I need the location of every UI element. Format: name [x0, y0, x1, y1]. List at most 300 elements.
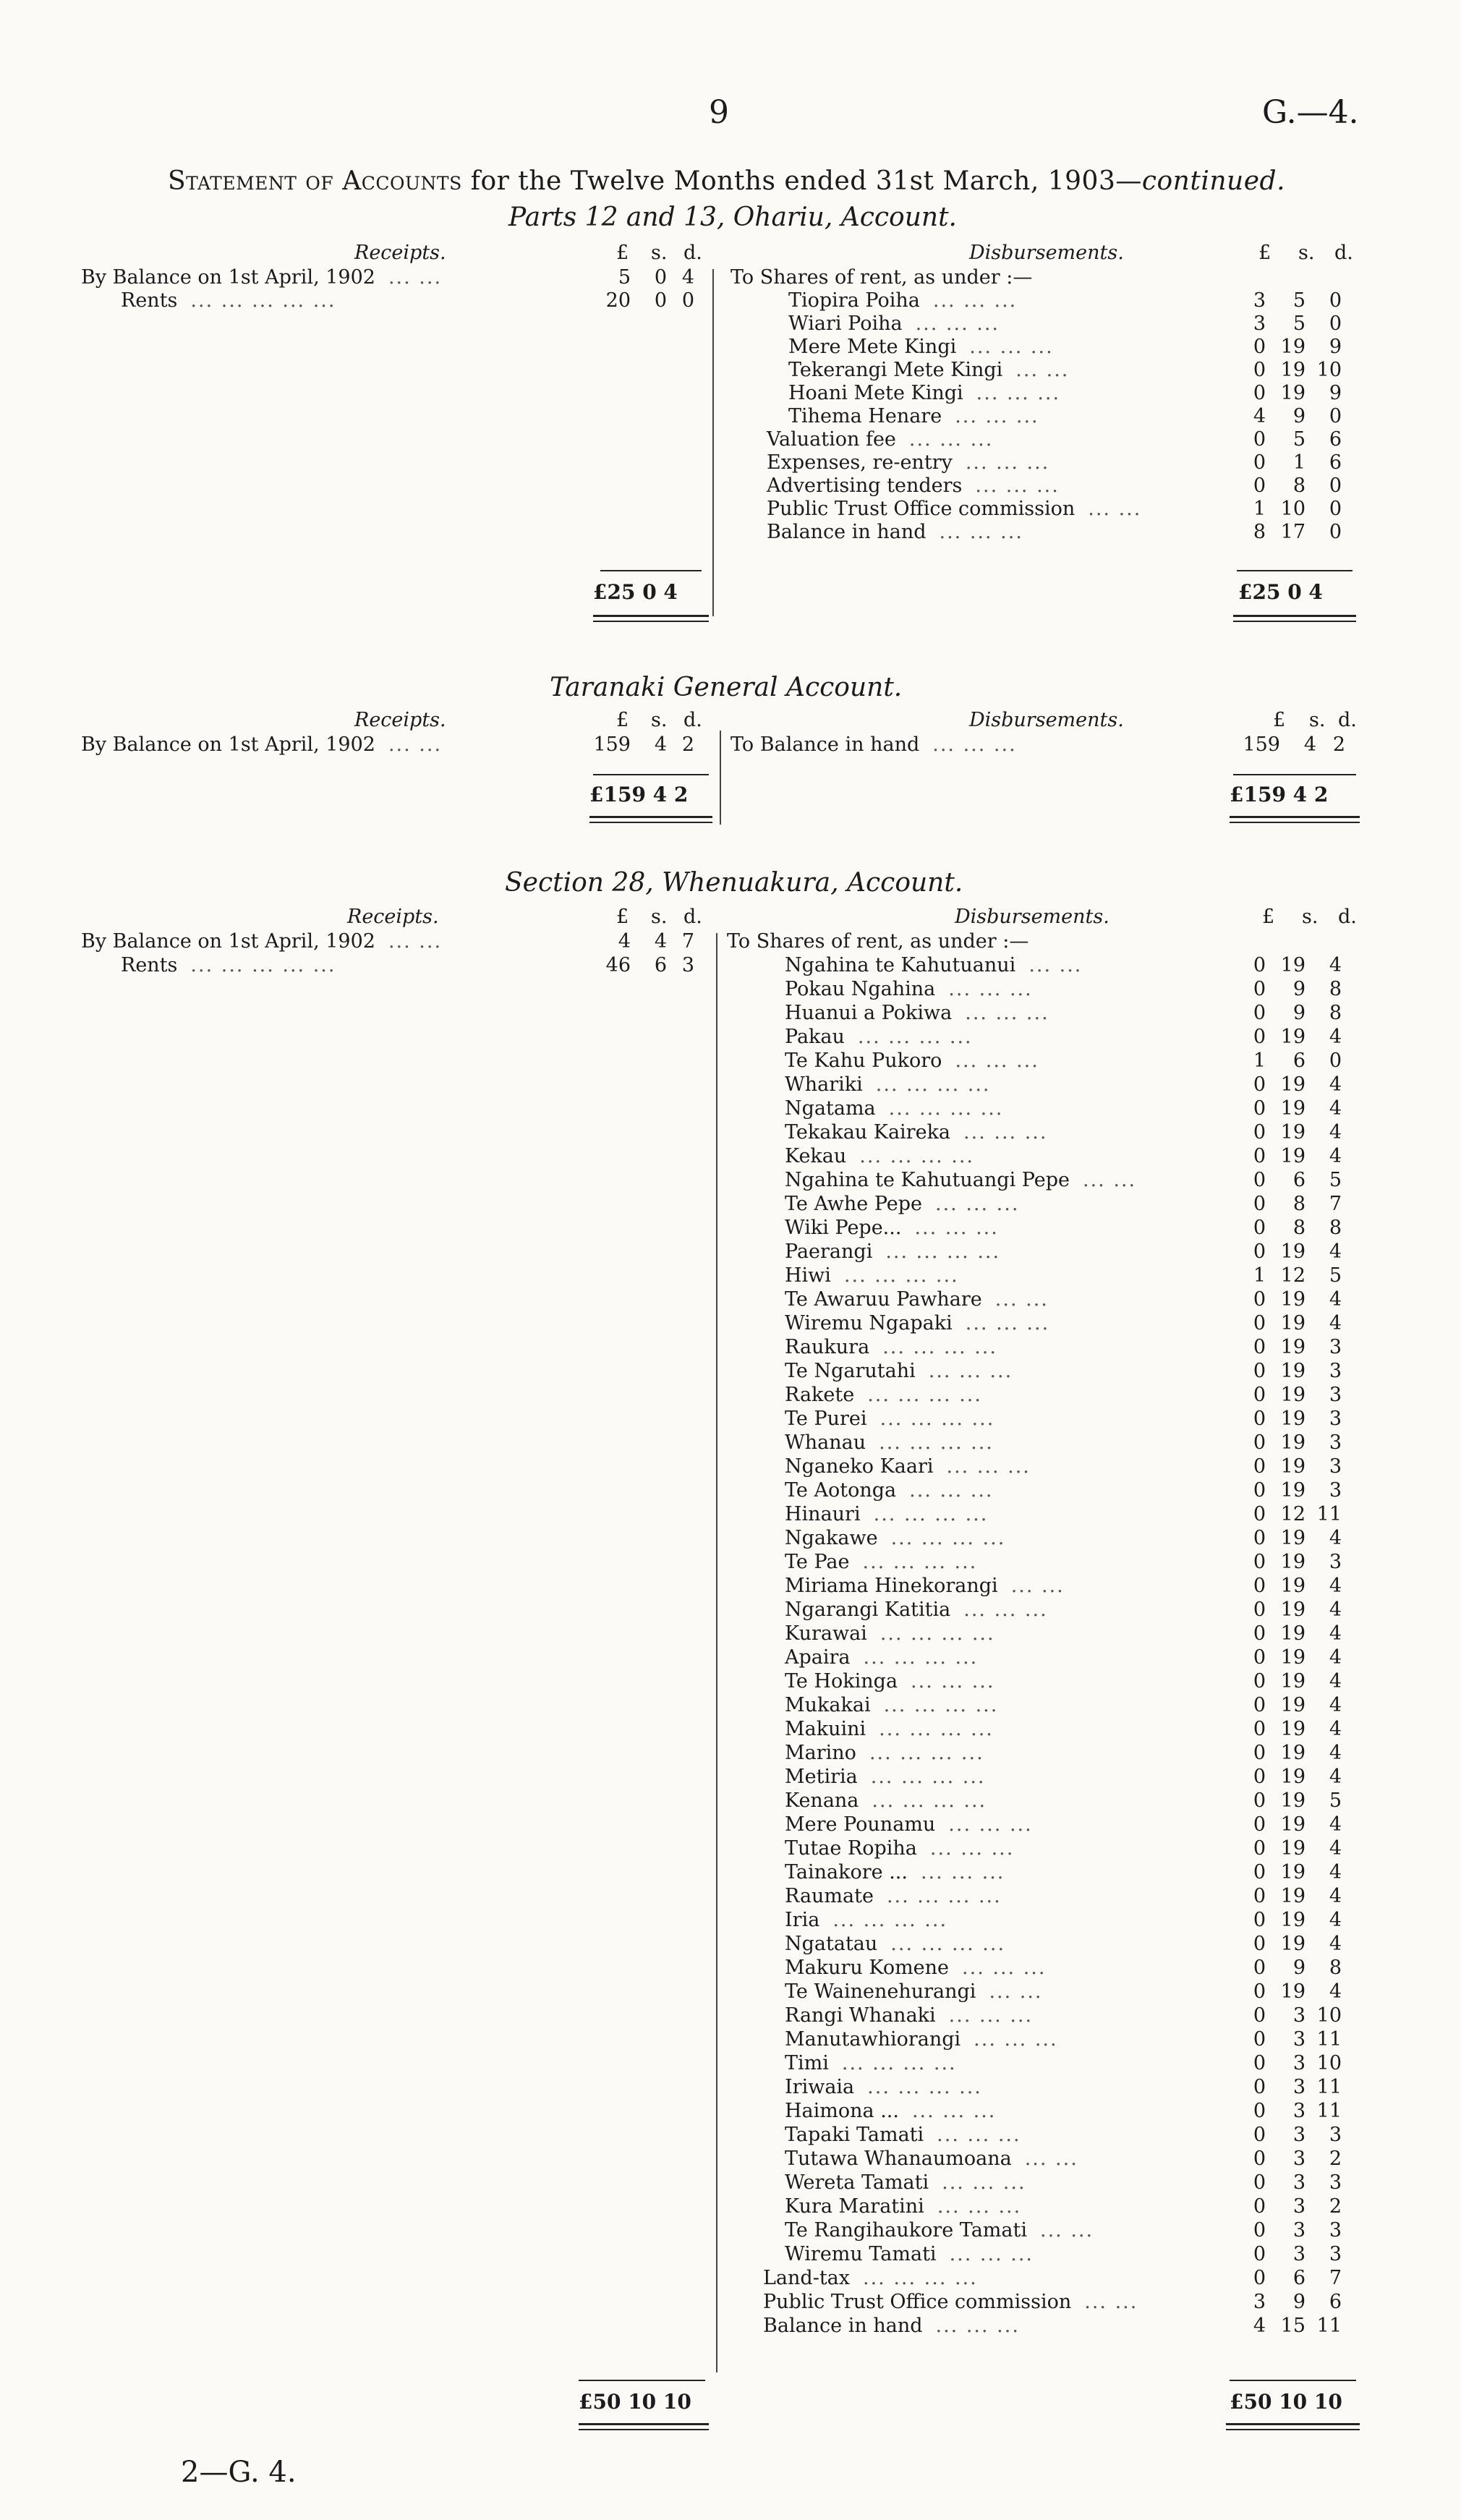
leader-dots: ... ... ... ... [867, 1384, 982, 1406]
ledger-item-label [785, 2124, 1021, 2147]
shillings-value: 3 [1292, 2147, 1305, 2170]
pounds-value: 0 [1253, 1622, 1266, 1645]
ledger-item-label [785, 1455, 1031, 1478]
leader-dots: ... ... ... [976, 382, 1061, 404]
shillings-value: 9 [1292, 2291, 1305, 2313]
pence-header: d. [1338, 906, 1357, 928]
ledger-item-label [785, 1670, 994, 1693]
leader-dots: ... ... ... [911, 2100, 997, 2122]
ledger-item-text: Hinauri [785, 1503, 861, 1525]
ledger-row [727, 1455, 1363, 1478]
pence-value: 0 [1329, 474, 1342, 497]
ledger-item-label [785, 1121, 1047, 1144]
ledger-item-label [785, 1336, 997, 1359]
ledger-row [727, 1360, 1363, 1383]
shillings-value: 19 [1280, 1121, 1305, 1144]
pence-value: 8 [1329, 978, 1342, 1000]
ledger-item-label [785, 1312, 1049, 1335]
pence-value: 3 [1329, 2124, 1342, 2146]
heading-continued: continued. [1141, 166, 1286, 196]
pounds-value: 0 [1253, 1503, 1266, 1525]
ledger-item-text: By Balance on 1st April, 1902 [81, 266, 375, 289]
pounds-value: 159 [1243, 733, 1280, 756]
pence-value: 0 [1329, 289, 1342, 312]
pence-value: 11 [1316, 2100, 1342, 2122]
total-double-rule [579, 2429, 709, 2430]
ledger-item-label [785, 1742, 984, 1765]
leader-dots: ... ... ... [965, 1002, 1049, 1024]
pounds-value: 0 [1253, 1312, 1266, 1335]
ledger-row [730, 498, 1367, 521]
pence-value: 3 [1329, 1479, 1342, 1502]
pounds-value: 0 [1253, 1169, 1266, 1191]
pounds-value: 159 [593, 733, 631, 756]
ledger-row [730, 266, 1367, 289]
leader-dots: ... ... ... ... [869, 1742, 984, 1764]
ledger-row [727, 2291, 1363, 2314]
pounds-value: 0 [1253, 1670, 1266, 1693]
total-rule [600, 570, 702, 571]
leader-dots: ... ... [1024, 2147, 1078, 2170]
leader-dots: ... ... ... ... ... [190, 289, 336, 312]
page-heading [168, 166, 1285, 196]
pounds-value: 0 [1253, 1551, 1266, 1573]
ledger-row [727, 1431, 1363, 1455]
total-double-rule [1233, 615, 1356, 617]
ledger-item-label [785, 1718, 994, 1741]
leader-dots: ... ... ... [963, 1121, 1048, 1144]
total-double-rule [1230, 822, 1360, 823]
shillings-value: 6 [654, 954, 667, 976]
pence-value: 4 [1329, 1670, 1342, 1693]
ledger-item-text: Tekerangi Mete Kingi [788, 359, 1003, 381]
shillings-value: 19 [1280, 1026, 1305, 1048]
pence-value: 4 [1329, 1694, 1342, 1716]
ledger-row [730, 428, 1367, 451]
ledger-row [727, 978, 1363, 1001]
ledger-row [727, 1622, 1363, 1646]
ledger-item-label [785, 1622, 995, 1646]
pence-value: 4 [1329, 1026, 1342, 1048]
pounds-value: 0 [1253, 2124, 1266, 2146]
ledger-row [727, 1599, 1363, 1622]
pence-value: 4 [1329, 1813, 1342, 1836]
shillings-value: 3 [1292, 2219, 1305, 2242]
ledger-row [727, 1073, 1363, 1097]
ledger-item-text: Wiari Poiha [788, 312, 903, 335]
ledger-item-text: Te Kahu Pukoro [785, 1050, 942, 1072]
pounds-value: 0 [1253, 1837, 1266, 1860]
ledger-item-label [785, 2195, 1021, 2218]
total-rule [1237, 570, 1353, 571]
shillings-value: 12 [1280, 1264, 1305, 1287]
shillings-value: 19 [1280, 1813, 1305, 1836]
ledger-item-label [785, 1527, 1005, 1550]
disbursements-header: Disbursements. [969, 709, 1124, 731]
ledger-item-label [767, 521, 1023, 544]
leader-dots: ... ... ... ... [863, 2267, 978, 2289]
leader-dots: ... ... ... [948, 2004, 1034, 2027]
ledger-row [730, 359, 1367, 382]
ledger-row [727, 1169, 1363, 1192]
pence-value: 5 [1329, 1789, 1342, 1812]
ledger-item-text: To Balance in hand [730, 733, 920, 756]
ledger-item-label [788, 336, 1054, 359]
ledger-item-text: Pakau [785, 1026, 845, 1048]
ledger-item-text: Makuru Komene [785, 1957, 950, 1979]
pence-value: 0 [1329, 312, 1342, 335]
pounds-value: 0 [1253, 382, 1266, 404]
pence-value: 4 [1329, 1599, 1342, 1621]
heading-prefix: Statement of Accounts [168, 166, 462, 196]
disbursements-header: Disbursements. [969, 242, 1124, 264]
ledger-item-text: Te Awhe Pepe [785, 1193, 923, 1215]
pounds-value: 0 [1253, 1766, 1266, 1788]
leader-dots: ... ... ... [974, 2028, 1058, 2051]
ledger-item-label [785, 1193, 1019, 1216]
pence-value: 7 [1329, 1193, 1342, 1215]
receipts-header: Receipts. [347, 906, 439, 928]
leader-dots: ... ... ... [932, 289, 1018, 312]
ledger-item-text: Tihema Henare [788, 405, 942, 427]
pounds-value: 0 [1253, 1861, 1266, 1883]
pounds-value: 0 [1253, 1336, 1266, 1358]
leader-dots: ... ... ... [908, 428, 994, 451]
shillings-value: 6 [1292, 1050, 1305, 1072]
pounds-value: 0 [1253, 1718, 1266, 1740]
pounds-value: 0 [1253, 1217, 1266, 1239]
ledger-item-label [767, 428, 993, 451]
pence-value: 3 [1329, 1360, 1342, 1382]
pound-header: £ [616, 906, 629, 928]
pounds-value: 3 [1253, 2291, 1266, 2313]
pounds-value: 0 [1253, 1479, 1266, 1502]
total-rule [1233, 774, 1356, 775]
pounds-value: 4 [1253, 405, 1266, 427]
shillings-value: 19 [1280, 1599, 1305, 1621]
shillings-value: 8 [1292, 1217, 1305, 1239]
ledger-item-text: Expenses, re-entry [767, 451, 953, 474]
ledger-row [727, 2124, 1363, 2147]
ledger-item-label [785, 2052, 957, 2075]
shillings-value: 19 [1280, 1885, 1305, 1907]
ledger-item-label [785, 2147, 1078, 2171]
pence-value: 6 [1329, 2291, 1342, 2313]
ledger-item-label [785, 1097, 1003, 1120]
ledger-item-text: To Shares of rent, as under :— [730, 266, 1033, 289]
shilling-header: s. [651, 906, 668, 928]
shillings-value: 5 [1292, 312, 1305, 335]
shillings-value: 19 [1280, 359, 1305, 381]
shillings-value: 19 [1280, 1336, 1305, 1358]
ledger-item-label [785, 1026, 973, 1049]
pounds-value: 0 [1253, 1980, 1266, 2003]
ledger-row [727, 2171, 1363, 2195]
shillings-value: 19 [1280, 1837, 1305, 1860]
ledger-item-text: Wereta Tamati [785, 2171, 929, 2194]
pounds-value: 0 [1253, 1073, 1266, 1096]
ledger-item-text: Rakete [785, 1384, 855, 1406]
shillings-value: 19 [1280, 1240, 1305, 1263]
total-double-rule [1230, 816, 1360, 818]
shillings-value: 17 [1280, 521, 1305, 543]
ledger-item-label [730, 266, 1032, 289]
pounds-value: 0 [1253, 1193, 1266, 1215]
shillings-value: 19 [1280, 1646, 1305, 1669]
shillings-value: 0 [654, 289, 667, 312]
ledger-item-label [785, 1885, 1002, 1908]
shillings-value: 19 [1280, 1312, 1305, 1335]
shillings-value: 19 [1280, 1384, 1305, 1406]
ledger-item-text: Iriwaia [785, 2076, 855, 2098]
total-rule [593, 774, 709, 775]
pence-value: 8 [1329, 1217, 1342, 1239]
pence-value: 2 [1329, 2147, 1342, 2170]
shillings-value: 3 [1292, 2028, 1305, 2051]
pence-value: 9 [1329, 382, 1342, 404]
shillings-value: 19 [1280, 1479, 1305, 1502]
ledger-item-text: Mukakai [785, 1694, 871, 1716]
pence-header: d. [1334, 242, 1353, 264]
shillings-value: 12 [1280, 1503, 1305, 1525]
ledger-item-text: Apaira [785, 1646, 851, 1669]
pence-value: 0 [1329, 405, 1342, 427]
leader-dots: ... ... ... [915, 312, 1000, 335]
shilling-header: s. [1309, 709, 1326, 731]
ledger-item-text: Ngahina te Kahutuangi Pepe [785, 1169, 1070, 1191]
ledger-item-text: Te Purei [785, 1408, 867, 1430]
pence-header: d. [1338, 709, 1357, 731]
ledger-row [727, 1408, 1363, 1431]
leader-dots: ... ... ... [975, 474, 1060, 497]
pence-value: 3 [1329, 1336, 1342, 1358]
total-double-rule [593, 621, 709, 622]
ledger-row [727, 2243, 1363, 2266]
column-divider [720, 731, 721, 825]
ledger-item-label [785, 1217, 999, 1240]
pounds-value: 20 [605, 289, 631, 312]
ledger-item-label [788, 359, 1069, 382]
shillings-value: 3 [1292, 2004, 1305, 2027]
ledger-item-text: Whariki [785, 1073, 863, 1096]
pound-header: £ [616, 709, 629, 731]
ledger-row [81, 733, 717, 757]
shillings-value: 19 [1280, 1742, 1305, 1764]
leader-dots: ... ... ... ... [879, 1718, 994, 1740]
shilling-header: s. [651, 242, 668, 264]
pounds-value: 0 [1253, 1742, 1266, 1764]
shillings-value: 19 [1280, 1933, 1305, 1955]
leader-dots: ... ... ... [955, 1050, 1039, 1072]
pence-value: 0 [1329, 498, 1342, 520]
ledger-item-text: Miriama Hinekorangi [785, 1575, 998, 1597]
ledger-row [727, 1909, 1363, 1932]
ledger-item-label [121, 289, 336, 312]
pounds-value: 0 [1253, 2052, 1266, 2074]
ledger-row [730, 733, 1367, 757]
ledger-item-text: Rents [121, 289, 178, 312]
section-title: Taranaki General Account. [550, 673, 903, 702]
pence-value: 4 [1329, 1097, 1342, 1120]
shillings-value: 9 [1292, 978, 1305, 1000]
ledger-row [727, 2004, 1363, 2027]
pence-value: 6 [1329, 451, 1342, 474]
pence-value: 4 [1329, 1766, 1342, 1788]
total-double-rule [579, 2423, 709, 2425]
shillings-value: 19 [1280, 954, 1305, 976]
pence-value: 3 [1329, 1431, 1342, 1454]
ledger-row [727, 954, 1363, 977]
pence-value: 3 [1329, 2171, 1342, 2194]
ledger-item-text: Tutawa Whanaumoana [785, 2147, 1012, 2170]
leader-dots: ... ... ... ... [885, 1240, 1001, 1263]
pounds-value: 0 [1253, 1885, 1266, 1907]
ledger-item-label [785, 1145, 974, 1168]
ledger-item-text: Marino [785, 1742, 856, 1764]
pounds-value: 0 [1253, 2219, 1266, 2242]
pounds-value: 0 [1253, 1813, 1266, 1836]
pence-value: 8 [1329, 1002, 1342, 1024]
leader-dots: ... ... [1082, 1169, 1137, 1191]
ledger-row [727, 1312, 1363, 1335]
ledger-item-label [785, 1169, 1136, 1192]
ledger-item-label [81, 930, 442, 953]
ledger-row [727, 1217, 1363, 1240]
ledger-row [727, 1193, 1363, 1216]
shillings-value: 19 [1280, 1073, 1305, 1096]
shillings-value: 3 [1292, 2171, 1305, 2194]
ledger-item-text: Whanau [785, 1431, 866, 1454]
ledger-item-label [785, 2076, 982, 2099]
pence-value: 7 [1329, 2267, 1342, 2289]
pounds-value: 0 [1253, 1002, 1266, 1024]
pounds-value: 8 [1253, 521, 1266, 543]
ledger-item-label [785, 1288, 1049, 1311]
ledger-row [81, 954, 717, 977]
ledger-item-label [81, 733, 442, 757]
pounds-value: 0 [1253, 359, 1266, 381]
pence-value: 4 [1329, 1288, 1342, 1311]
leader-dots: ... ... ... [965, 451, 1050, 474]
leader-dots: ... ... ... [928, 1360, 1013, 1382]
ledger-row [727, 1813, 1363, 1836]
ledger-row [730, 382, 1367, 405]
leader-dots: ... ... ... [920, 1861, 1005, 1883]
pounds-value: 0 [1253, 336, 1266, 358]
leader-dots: ... ... ... [937, 2124, 1021, 2146]
document-reference: G.—4. [1262, 94, 1359, 131]
pounds-value: 4 [1253, 2315, 1266, 2337]
pounds-value: 0 [1253, 978, 1266, 1000]
shillings-value: 10 [1280, 498, 1305, 520]
pounds-value: 0 [1253, 1527, 1266, 1549]
ledger-item-text: Valuation fee [767, 428, 896, 451]
ledger-item-text: Land-tax [763, 2267, 850, 2289]
leader-dots: ... ... ... [942, 2171, 1026, 2194]
pence-value: 4 [1329, 1073, 1342, 1096]
leader-dots: ... ... ... ... [863, 1646, 979, 1669]
ledger-item-text: Raumate [785, 1885, 874, 1907]
total-double-rule [589, 816, 712, 818]
ledger-item-text: Advertising tenders [767, 474, 963, 497]
ledger-item-text: Public Trust Office commission [767, 498, 1075, 520]
shillings-value: 3 [1292, 2243, 1305, 2265]
shillings-value: 9 [1292, 405, 1305, 427]
pence-value: 4 [1329, 1240, 1342, 1263]
shillings-value: 19 [1280, 1551, 1305, 1573]
shillings-value: 6 [1292, 2267, 1305, 2289]
leader-dots: ... ... ... ... [886, 1885, 1002, 1907]
leader-dots: ... ... [388, 733, 443, 756]
ledger-item-text: Wiremu Tamati [785, 2243, 937, 2265]
ledger-item-label [763, 2291, 1138, 2314]
ledger-item-label [785, 1408, 994, 1431]
shillings-value: 3 [1292, 2076, 1305, 2098]
pence-value: 10 [1316, 2052, 1342, 2074]
leader-dots: ... ... [1010, 1575, 1065, 1597]
ledger-item-label [785, 1384, 982, 1407]
leader-dots: ... ... ... ... [872, 1789, 987, 1812]
leader-dots: ... ... [994, 1288, 1049, 1311]
ledger-item-text: Wiki Pepe... [785, 1217, 902, 1239]
shillings-value: 8 [1292, 1193, 1305, 1215]
pence-header: d. [683, 906, 702, 928]
ledger-row [727, 1384, 1363, 1407]
ledger-item-label [785, 1551, 977, 1574]
ledger-row [730, 521, 1367, 544]
pounds-value: 0 [1253, 428, 1266, 451]
leader-dots: ... ... ... [935, 2315, 1020, 2337]
page-footer: 2—G. 4. [181, 2456, 297, 2489]
pence-value: 4 [1329, 1837, 1342, 1860]
pence-value: 10 [1316, 2004, 1342, 2027]
shillings-value: 19 [1280, 1360, 1305, 1382]
ledger-item-text: Te Rangihaukore Tamati [785, 2219, 1027, 2242]
leader-dots: ... ... ... ... ... [190, 954, 336, 976]
pence-value: 3 [1329, 1455, 1342, 1478]
ledger-row [727, 2195, 1363, 2218]
pounds-value: 0 [1253, 2004, 1266, 2027]
ledger-item-label [767, 498, 1141, 521]
disbursements-header: Disbursements. [955, 906, 1109, 928]
ledger-item-text: Te Ngarutahi [785, 1360, 916, 1382]
leader-dots: ... ... ... [935, 1193, 1020, 1215]
ledger-item-label [785, 1479, 994, 1502]
leader-dots: ... ... ... ... [843, 1264, 959, 1287]
leader-dots: ... ... ... [965, 1312, 1050, 1335]
ledger-row [727, 1980, 1363, 2004]
pounds-value: 0 [1253, 1384, 1266, 1406]
pounds-value: 0 [1253, 2243, 1266, 2265]
shillings-value: 3 [1292, 2195, 1305, 2218]
ledger-item-label [785, 1002, 1049, 1025]
leader-dots: ... ... [1088, 498, 1142, 520]
shillings-value: 4 [1303, 733, 1316, 756]
pounds-value: 0 [1253, 1121, 1266, 1144]
leader-dots: ... ... ... [911, 1670, 995, 1693]
pence-value: 11 [1316, 2315, 1342, 2337]
shillings-value: 1 [1292, 451, 1305, 474]
ledger-row [727, 2267, 1363, 2290]
pence-value: 3 [1329, 1551, 1342, 1573]
ledger-item-text: Tapaki Tamati [785, 2124, 924, 2146]
pence-value: 4 [1329, 1933, 1342, 1955]
ledger-item-label [785, 2171, 1026, 2195]
pence-value: 2 [1332, 733, 1345, 756]
ledger-item-text: Kenana [785, 1789, 859, 1812]
ledger-item-text: By Balance on 1st April, 1902 [81, 733, 375, 756]
ledger-item-label [785, 2243, 1034, 2266]
